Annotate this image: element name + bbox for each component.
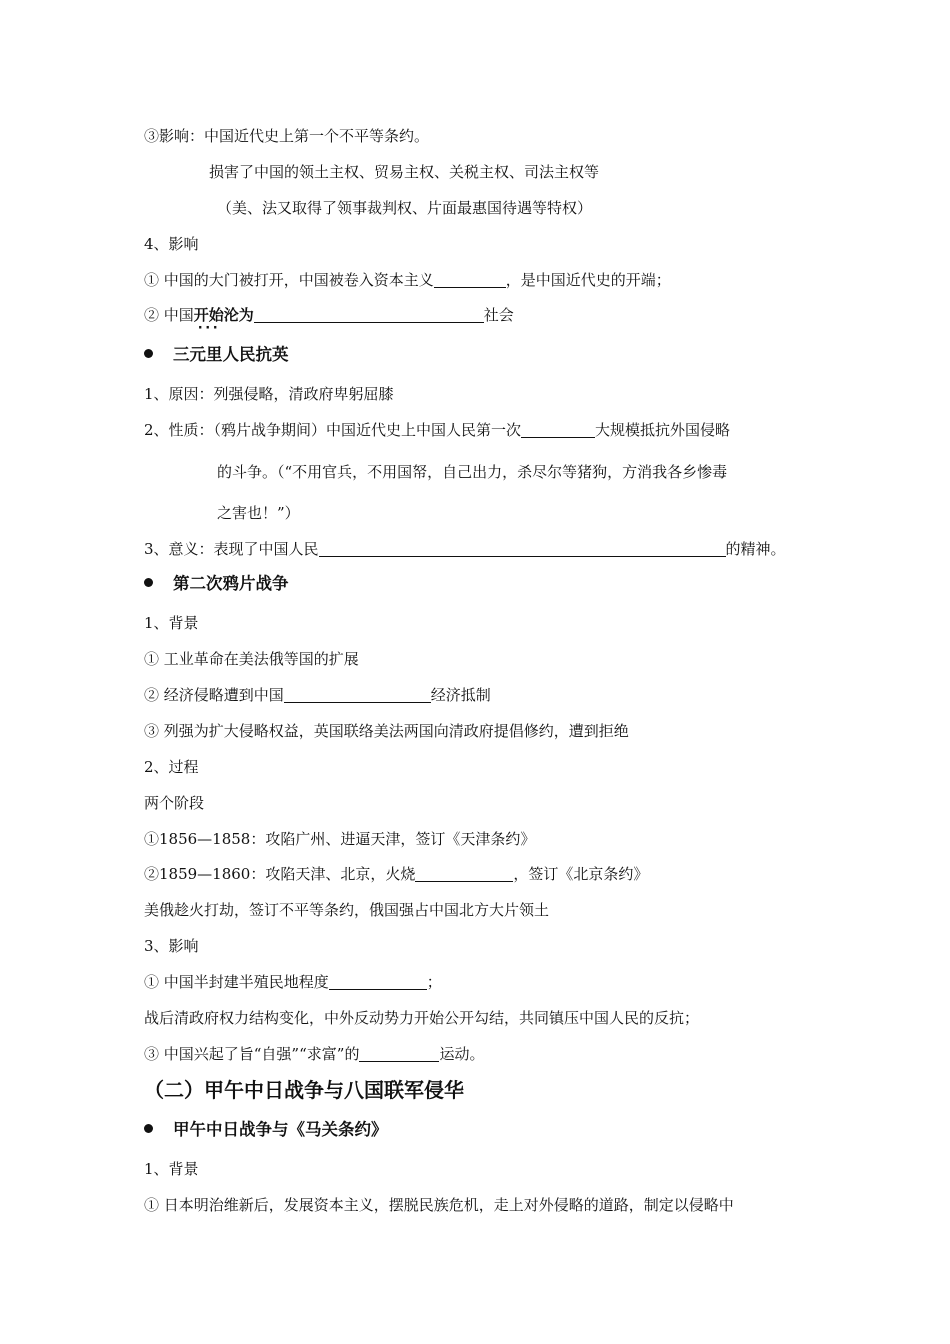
text-line: ① 日本明治维新后，发展资本主义，摆脱民族危机，走上对外侵略的道路，制定以侵略中 (144, 1196, 734, 1214)
text-line (144, 1044, 484, 1064)
text-line: 2、过程 (144, 758, 199, 776)
text-line: ① 工业革命在美法俄等国的扩展 (144, 650, 359, 668)
text-segment: ②1859—1860：攻陷天津、北京，火烧 (144, 865, 416, 883)
text-segment: 的精神。 (725, 540, 786, 558)
text-segment: ② 经济侵略遭到中国 (144, 686, 284, 704)
text-line: 损害了中国的领土主权、贸易主权、关税主权、司法主权等 (209, 163, 600, 181)
text-line: 战后清政府权力结构变化，中外反动势力开始公开勾结，共同镇压中国人民的反抗； (144, 1009, 700, 1027)
text-line: ①1856—1858：攻陷广州、进逼天津，签订《天津条约》 (144, 830, 536, 848)
text-line (144, 539, 786, 559)
text-line (144, 972, 442, 992)
text-segment: 2、性质：（鸦片战争期间）中国近代史上中国人民第一次 (144, 421, 522, 439)
section-heading (144, 345, 289, 365)
fill-blank (284, 686, 431, 703)
fill-blank (415, 865, 513, 882)
text-line: 3、影响 (144, 937, 199, 955)
text-line: 1、原因：列强侵略，清政府卑躬屈膝 (144, 385, 394, 403)
fill-blank (359, 1045, 439, 1062)
text-segment: 经济抵制 (430, 686, 491, 704)
text-segment: ① 中国的大门被打开，中国被卷入资本主义 (144, 271, 434, 289)
text-segment: ，是中国近代史的开端； (505, 271, 671, 289)
text-line: 4、影响 (144, 235, 199, 253)
text-segment: ； (426, 973, 442, 991)
bullet-icon (144, 1124, 153, 1133)
emphasis-text: 开始沦为 · · · (194, 306, 254, 324)
fill-blank (521, 421, 595, 438)
fill-blank (254, 306, 484, 323)
text-line (144, 305, 514, 325)
section-heading-text: 甲午中日战争与《马关条约》 (173, 1120, 388, 1139)
bullet-icon (144, 578, 153, 587)
chapter-heading: （二）甲午中日战争与八国联军侵华 (144, 1078, 464, 1102)
text-segment: ，签订《北京条约》 (513, 865, 649, 883)
fill-blank (434, 271, 506, 288)
section-heading (144, 1120, 388, 1140)
text-line: （美、法又取得了领事裁判权、片面最惠国待遇等特权） (217, 199, 593, 217)
text-line (144, 864, 648, 884)
text-segment: 3、意义：表现了中国人民 (144, 540, 319, 558)
text-line: 之害也！”） (217, 504, 300, 522)
fill-blank (329, 973, 427, 990)
section-heading-text: 第二次鸦片战争 (173, 574, 289, 593)
text-segment: ③ 中国兴起了旨“自强”“求富”的 (144, 1045, 360, 1063)
fill-blank (319, 540, 726, 557)
text-line (144, 270, 671, 290)
section-heading-text: 三元里人民抗英 (173, 345, 289, 364)
text-line: 美俄趁火打劫，签订不平等条约，俄国强占中国北方大片领土 (144, 901, 550, 919)
bullet-icon (144, 349, 153, 358)
text-segment: 运动。 (439, 1045, 485, 1063)
text-line (144, 420, 730, 440)
text-line: 1、背景 (144, 614, 199, 632)
text-line (144, 685, 491, 705)
text-line: ③ 列强为扩大侵略权益，英国联络美法两国向清政府提倡修约，遭到拒绝 (144, 722, 629, 740)
text-line: ③影响：中国近代史上第一个不平等条约。 (144, 127, 430, 145)
section-heading (144, 574, 289, 594)
text-segment: ① 中国半封建半殖民地程度 (144, 973, 329, 991)
text-line: 1、背景 (144, 1160, 199, 1178)
text-segment: 大规模抵抗外国侵略 (595, 421, 731, 439)
text-line: 的斗争。（“不用官兵，不用国帑，自己出力，杀尽尔等猪狗，方消我各乡惨毒 (217, 463, 728, 481)
text-segment: ② 中国 (144, 306, 194, 324)
text-line: 两个阶段 (144, 794, 205, 812)
text-segment: 社会 (483, 306, 514, 324)
